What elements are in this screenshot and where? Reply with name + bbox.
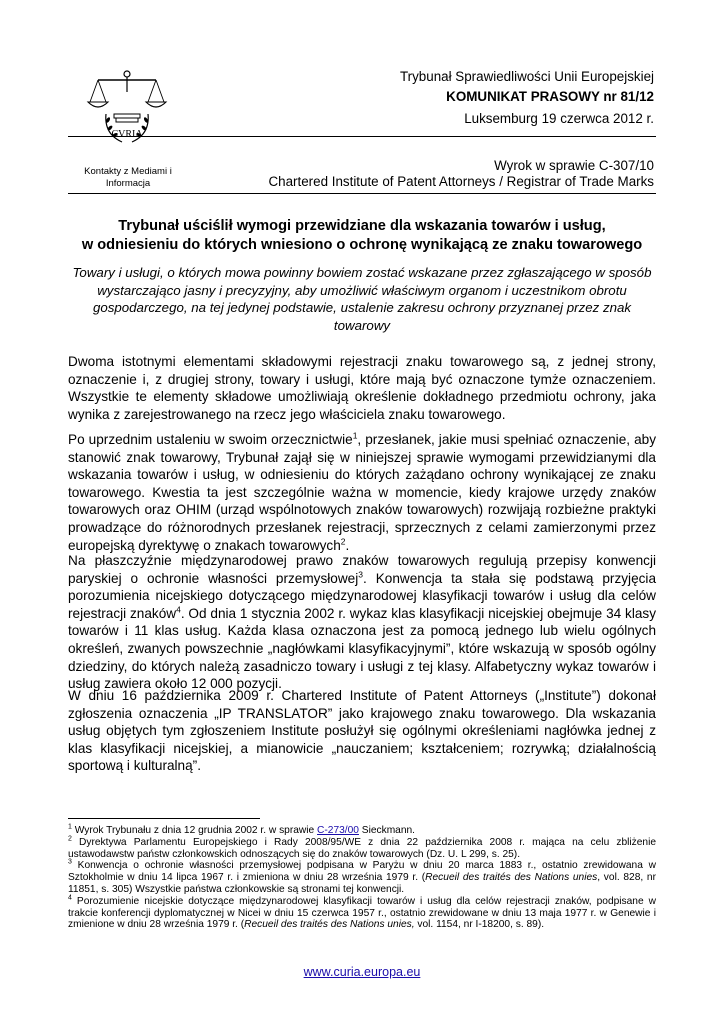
curia-website-link[interactable]: www.curia.europa.eu bbox=[303, 965, 421, 979]
paragraph-2-text-a: Po uprzednim ustaleniu w swoim orzecznictwie bbox=[68, 432, 353, 447]
footnote-4-tail: vol. 1154, nr I-18200, s. 89). bbox=[414, 919, 545, 931]
curia-logo bbox=[84, 62, 170, 154]
court-name: Trybunał Sprawiedliwości Unii Europejskiej bbox=[399, 69, 654, 84]
footnote-3 bbox=[68, 860, 656, 895]
paragraph-3 bbox=[68, 552, 656, 693]
paragraph-3-text-c: . Od dnia 1 stycznia 2002 r. wykaz klas klasyfikacji nicejskiej obejmuje 34 klasy towarów i 11 klas usług. Każda klasa oznaczona jest za pomocą jednego lub wielu ogólnych określeń, zwanych powszechnie „nagłówkami klasyfikacyjnymi”, które wskazują w sposób ogólny dziedziny, do których należą zasadniczo towary i usługi z tej klasy. Alfabetyczny wykaz towarów i usług zawiera około 12 000 pozycji. bbox=[68, 605, 656, 692]
case-c-273-00-link[interactable]: C-273/00 bbox=[317, 825, 359, 836]
headline-line-2: w odniesieniu do których wniesiono o ochronę wynikającą ze znaku towarowego bbox=[81, 237, 643, 253]
footnote-ref-4: 4 bbox=[176, 604, 181, 615]
page-footer bbox=[0, 965, 724, 979]
judgment-reference: Wyrok w sprawie C-307/10 bbox=[494, 158, 654, 173]
scales-of-justice-icon bbox=[84, 62, 170, 154]
paragraph-4: W dniu 16 października 2009 r. Chartered Institute of Patent Attorneys („Institute”) dokonał zgłoszenia oznaczenia „IP TRANSLATOR” jako krajowego znaku towarowego. Dla wskazania usług objętych tym zgłoszeniem Institute posłużył się ogólnymi określeniami nagłówka jednej z klas klasyfikacji nicejskiej, a mianowicie „nauczaniem; kształceniem; rozrywką; działalnością sportową i kulturalną”. bbox=[68, 688, 656, 774]
summary: Towary i usługi, o których mowa powinny bowiem zostać wskazane przez zgłaszającego w sposób wystarczająco jasny i precyzyjny, aby umożliwić właściwym organom i uczestnikom obrotu gospodarczego, na tej jedynej podstawie, ustalenie zakresu ochrony przyznanej przez znak towarowy bbox=[72, 265, 652, 333]
footnote-ref-1: 1 bbox=[352, 430, 358, 441]
footnote-3-tail: , vol. 828, nr 11851, s. 305) Wszystkie państwa członkowskie są stronami tej konwencji. bbox=[68, 872, 656, 895]
footnote-4 bbox=[68, 896, 656, 931]
footnote-ref-3: 3 bbox=[358, 569, 363, 580]
footnote-4-text: Porozumienie nicejskie dotyczące międzynarodowej klasyfikacji towarów i usług dla celów rejestracji znaków, podpisane w trakcie konferencji dyplomatycznej w Nicei w dniu 15 czerwca 1957 r., ostatnio zrewidowane w dniu 13 maja 1977 r. w Genewie i zmienione w dniu 28 września 1979 r. ( bbox=[68, 895, 656, 931]
footnote-ref-2: 2 bbox=[340, 536, 346, 547]
footnote-3-number: 3 bbox=[68, 859, 72, 866]
footnote-3-text: Konwencja o ochronie własności przemysłowej podpisana w Paryżu w dniu 20 marca 1883 r., ostatnio zrewidowana w Sztokholmie w dniu 14 lipca 1967 r. i zmieniona w dniu 28 września 1979 r. ( bbox=[68, 860, 656, 884]
case-parties: Chartered Institute of Patent Attorneys / Registrar of Trade Marks bbox=[268, 174, 654, 189]
paragraph-3-text-a: Na płaszczyźnie międzynarodowej prawo znaków towarowych regulują przepisy konwencji paryskiej o ochronie własności przemysłowej bbox=[68, 553, 656, 586]
logo-text: CVRIA bbox=[111, 129, 143, 140]
paragraph-2 bbox=[68, 431, 656, 554]
paragraph-1: Dwoma istotnymi elementami składowymi rejestracji znaku towarowego są, z jednej strony, oznaczenie i, z drugiej strony, towary i usługi, które mają być oznaczone tymże oznaczeniem. Wszystkie te elementy składowe umożliwiają określenie dokładnego przedmiotu ochrony, jaka wynika z zarejestrowanego na rzecz jego właściciela znaku towarowego. bbox=[68, 354, 656, 422]
headline bbox=[68, 217, 656, 255]
footnote-1-number: 1 bbox=[68, 823, 72, 831]
header-divider bbox=[68, 136, 656, 137]
paragraph-2-text-c: . bbox=[345, 537, 350, 553]
headline-line-1: Trybunał uściślił wymogi przewidziane dla wskazania towarów i usług, bbox=[118, 218, 606, 234]
footnote-1-text: Wyrok Trybunału z dnia 12 grudnia 2002 r. w sprawie bbox=[74, 825, 318, 836]
media-contact-label: Kontakty z Mediami i Informacja bbox=[84, 166, 172, 189]
release-date: Luksemburg 19 czerwca 2012 r. bbox=[464, 111, 654, 126]
paragraph-3-text-b: . Konwencja ta stała się podstawą przyjęcia porozumienia nicejskiego dotyczącego międzynarodowej klasyfikacji towarów i usług dla celów rejestracji znaków bbox=[68, 570, 657, 621]
footnote-2-text: Dyrektywa Parlamentu Europejskiego i Rady 2008/95/WE z dnia 22 października 2008 r. mająca na celu zbliżenie ustawodawstw państw członkowskich odnoszących się do znaków towarowych (Dz. U. L 299, s. 25). bbox=[68, 836, 656, 860]
press-release-number: KOMUNIKAT PRASOWY nr 81/12 bbox=[446, 89, 654, 104]
footnote-4-number: 4 bbox=[68, 894, 72, 902]
footnote-1-tail: Sieckmann. bbox=[358, 825, 416, 836]
footnote-divider bbox=[68, 818, 260, 819]
case-divider bbox=[68, 193, 656, 194]
footnote-1 bbox=[68, 825, 656, 837]
footnote-3-italic: Recueil des traités des Nations unies bbox=[425, 872, 598, 884]
footnote-2-number: 2 bbox=[68, 835, 72, 843]
paragraph-2-text-b: , przesłanek, jakie musi spełniać oznaczenie, aby stanowić znak towarowy, Trybunał zajął się w niniejszej sprawie wymogami przewidzianymi dla wskazania towarów i usług, w odniesieniu do których zażądano ochrony wynikającej ze znaku towarowego. Kwestia ta jest szczególnie ważna w momencie, kiedy krajowe urzędy znaków towarowych oraz OHIM (urząd wspólnotowych znaków towarowych) rozwijają rozbieżne praktyki prowadzące do różnorodnych przesłanek rejestracji, sprzecznych z celami zamierzonymi przez europejską dyrektywę o znakach towarowych bbox=[68, 432, 657, 553]
footnotes bbox=[68, 825, 656, 931]
footnote-2 bbox=[68, 837, 656, 861]
footnote-4-italic: Recueil des traités des Nations unies, bbox=[244, 919, 415, 931]
